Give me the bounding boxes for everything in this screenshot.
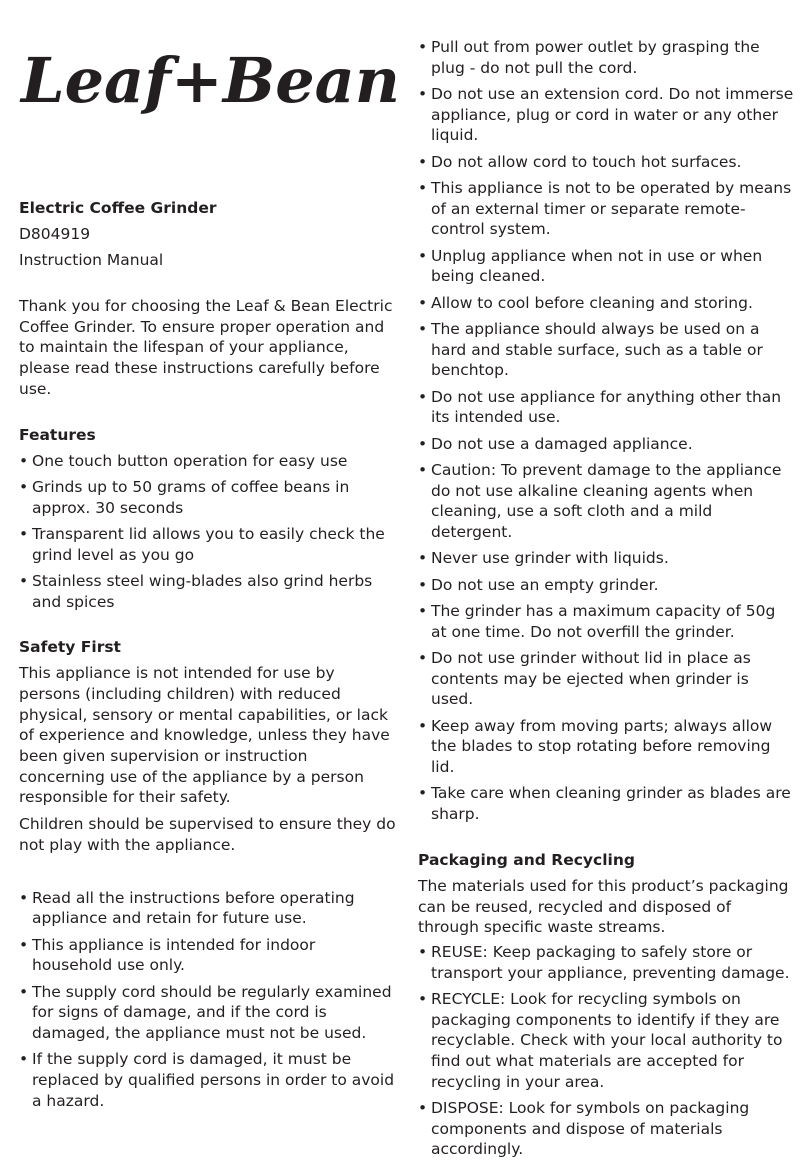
- packaging-heading: Packaging and Recycling: [418, 850, 635, 869]
- safety-paragraph-1: This appliance is not intended for use by persons (including children) with reduced physical, sensory or mental capabilities, or lack of experience and knowledge, unless they have been given supervision or instruction concerning use of the appliance by a person responsible for their safety.: [19, 664, 390, 807]
- safety-paragraph-2: Children should be supervised to ensure they do not play with the appliance.: [19, 815, 396, 854]
- packaging-paragraph: The materials used for this product’s packaging can be reused, recycled and disposed of through specific waste streams.: [418, 876, 789, 937]
- packaging-section: [418, 850, 794, 1160]
- list-item: • Do not use appliance for anything other than its intended use.: [418, 387, 794, 428]
- list-item: • Take care when cleaning grinder as blades are sharp.: [418, 783, 794, 824]
- list-item: • One touch button operation for easy use: [19, 451, 397, 472]
- list-item: • Pull out from power outlet by grasping the plug - do not pull the cord.: [418, 37, 794, 78]
- features-heading: Features: [19, 425, 96, 444]
- list-item: • The appliance should always be used on a hard and stable surface, such as a table or benchtop.: [418, 319, 794, 381]
- list-item: • Transparent lid allows you to easily check the grind level as you go: [19, 524, 397, 565]
- packaging-list: [418, 942, 794, 1160]
- list-item: • Read all the instructions before operating appliance and retain for future use.: [19, 888, 397, 929]
- intro-paragraph: Thank you for choosing the Leaf & Bean Electric Coffee Grinder. To ensure proper operation and to maintain the lifespan of your appliance, please read these instructions carefully before use.: [19, 297, 393, 398]
- safety-list-left: [19, 888, 397, 1112]
- list-item: • Stainless steel wing-blades also grind herbs and spices: [19, 571, 397, 612]
- list-item: • Do not use an extension cord. Do not immerse appliance, plug or cord in water or any other liquid.: [418, 84, 794, 146]
- list-item: • Allow to cool before cleaning and storing.: [418, 293, 794, 314]
- title-block: [19, 195, 397, 273]
- brand-logo: [19, 30, 400, 140]
- list-item: • Never use grinder with liquids.: [418, 548, 794, 569]
- list-item: • This appliance is not to be operated by means of an external timer or separate remote-control system.: [418, 178, 794, 240]
- model-number: D804919: [19, 225, 91, 243]
- list-item: • Keep away from moving parts; always allow the blades to stop rotating before removing lid.: [418, 716, 794, 778]
- features-section: [19, 425, 397, 613]
- list-item: • DISPOSE: Look for symbols on packaging components and dispose of materials accordingly.: [418, 1098, 794, 1160]
- list-item: • Grinds up to 50 grams of coffee beans in approx. 30 seconds: [19, 477, 397, 518]
- list-item: • Do not use grinder without lid in place as contents may be ejected when grinder is used.: [418, 648, 794, 710]
- list-item: • The supply cord should be regularly examined for signs of damage, and if the cord is damaged, the appliance must not be used.: [19, 982, 397, 1044]
- list-item: • Unplug appliance when not in use or when being cleaned.: [418, 246, 794, 287]
- product-name: Electric Coffee Grinder: [19, 199, 217, 217]
- list-item: • Do not use an empty grinder.: [418, 575, 794, 596]
- list-item: • RECYCLE: Look for recycling symbols on packaging components to identify if they are recyclable. Check with your local authority to find out what materials are accepted for recycling in your area.: [418, 989, 794, 1093]
- document-type: Instruction Manual: [19, 251, 164, 269]
- brand-logo-text: Leaf+Bean: [21, 44, 400, 117]
- safety-heading: Safety First: [19, 638, 121, 657]
- list-item: • REUSE: Keep packaging to safely store or transport your appliance, preventing damage.: [418, 942, 794, 983]
- left-column: [19, 30, 400, 1117]
- list-item: • The grinder has a maximum capacity of 50g at one time. Do not overfill the grinder.: [418, 601, 794, 642]
- list-item: • Do not allow cord to touch hot surfaces.: [418, 152, 794, 173]
- list-item: • Do not use a damaged appliance.: [418, 434, 794, 455]
- features-list: [19, 451, 397, 613]
- list-item: • If the supply cord is damaged, it must be replaced by qualified persons in order to avoid a hazard.: [19, 1049, 397, 1111]
- list-item: • Caution: To prevent damage to the appliance do not use alkaline cleaning agents when cleaning, use a soft cloth and a mild detergent.: [418, 460, 794, 543]
- list-item: • This appliance is intended for indoor household use only.: [19, 935, 397, 976]
- right-column: [418, 37, 794, 1166]
- safety-section: [19, 637, 397, 1111]
- safety-list-right: [418, 37, 794, 825]
